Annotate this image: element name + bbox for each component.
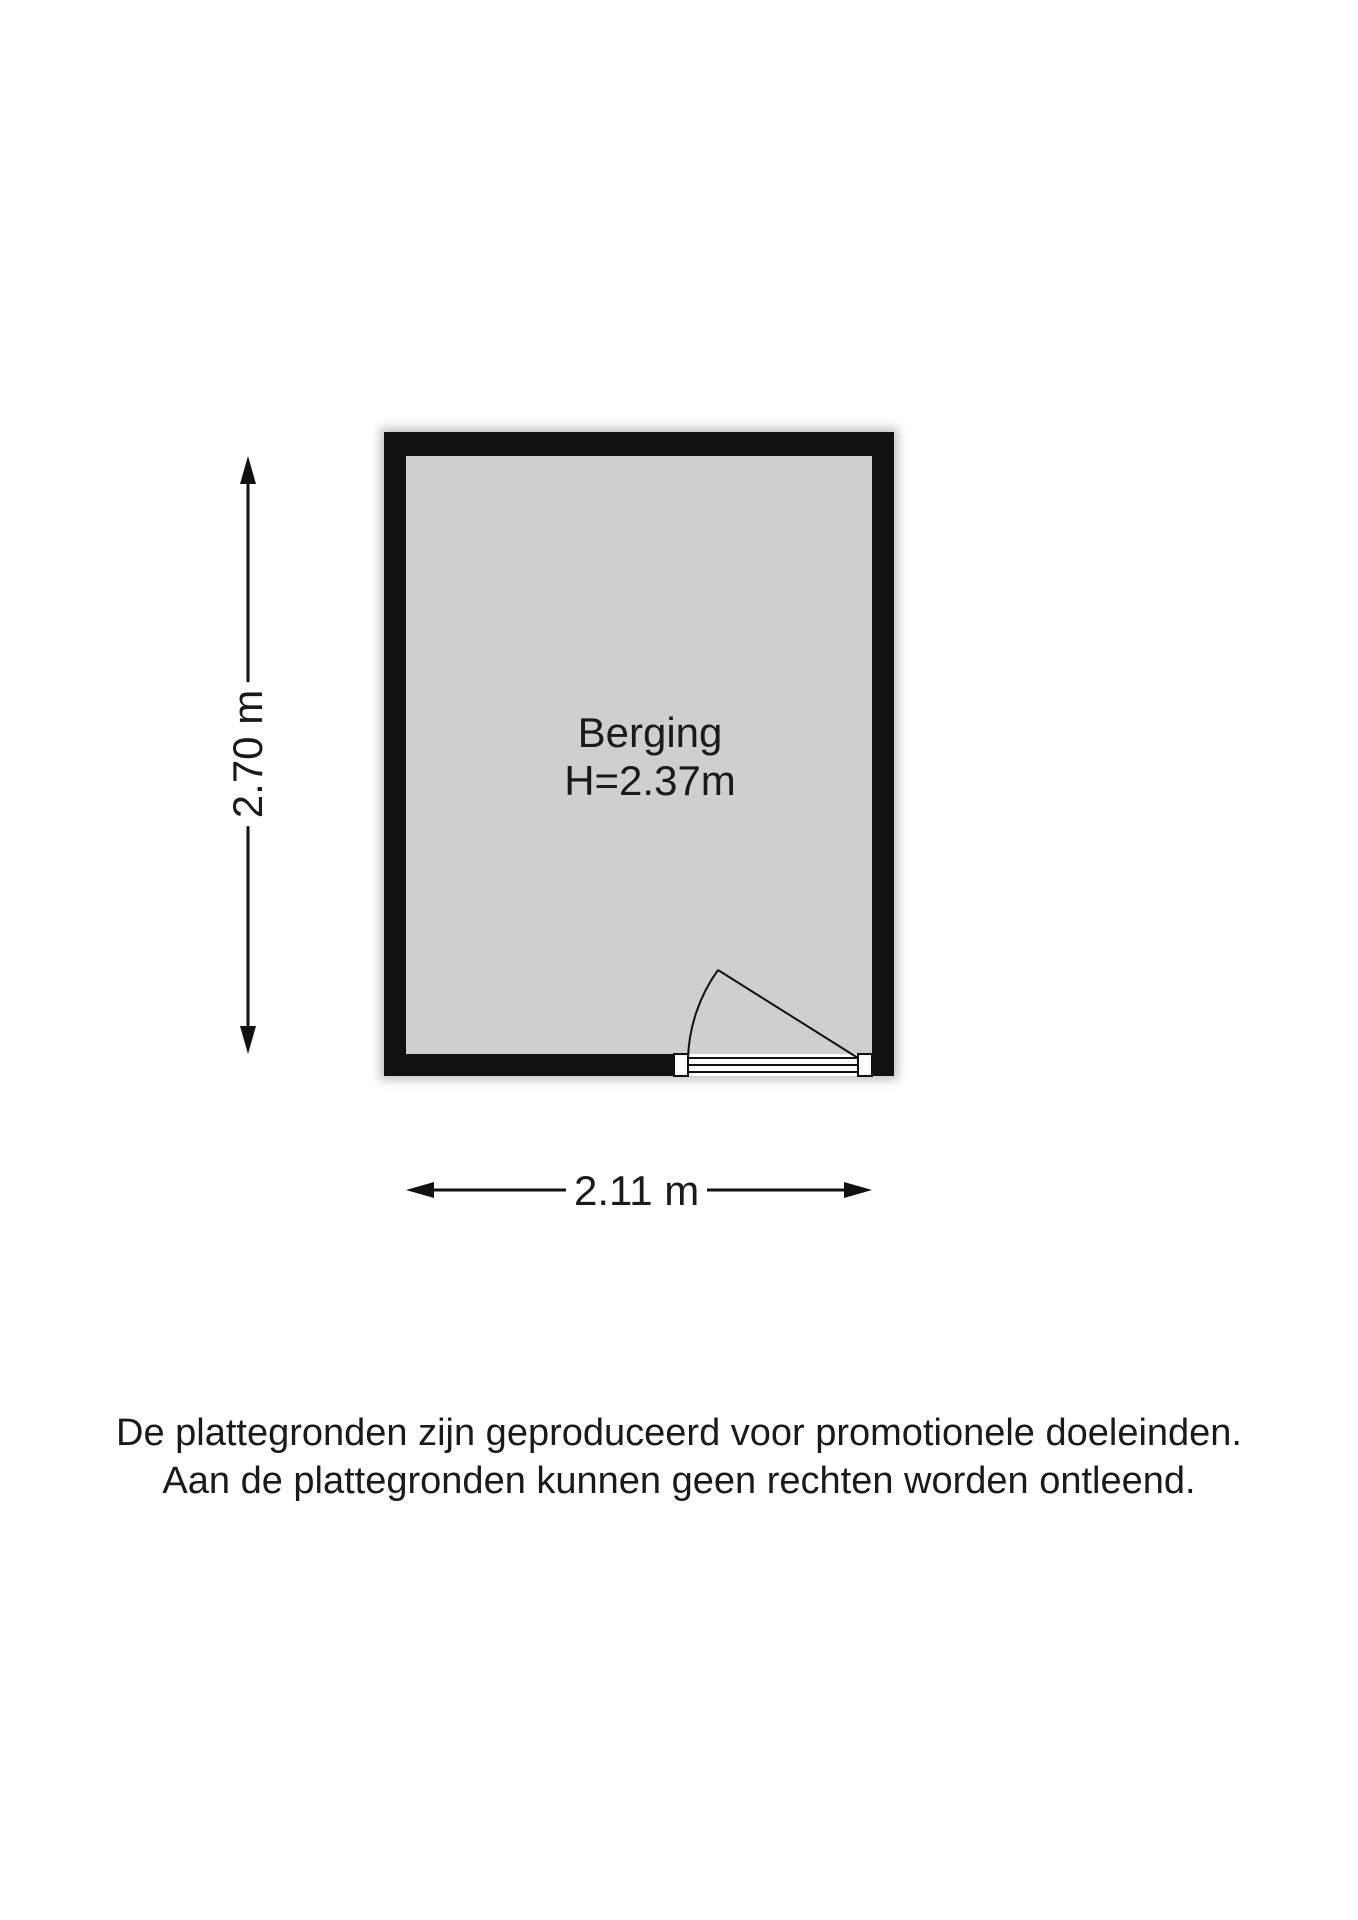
room-name-label: Berging [577,709,723,756]
disclaimer-line-1: De plattegronden zijn geproduceerd voor promotionele doeleinden. [116,1412,1242,1454]
height-dimension-label: 2.70 m [225,682,271,826]
disclaimer-line-2: Aan de plattegronden kunnen geen rechten worden ontleend. [162,1460,1196,1502]
height-arrow-bottom [240,1026,256,1054]
width-arrow-right [844,1182,872,1198]
width-dimension-label: 2.11 m [566,1168,707,1214]
width-arrow-left [406,1182,434,1198]
height-arrow-top [240,456,256,484]
door-threshold [674,1054,872,1076]
room-height-label: H=2.37m [564,757,736,804]
